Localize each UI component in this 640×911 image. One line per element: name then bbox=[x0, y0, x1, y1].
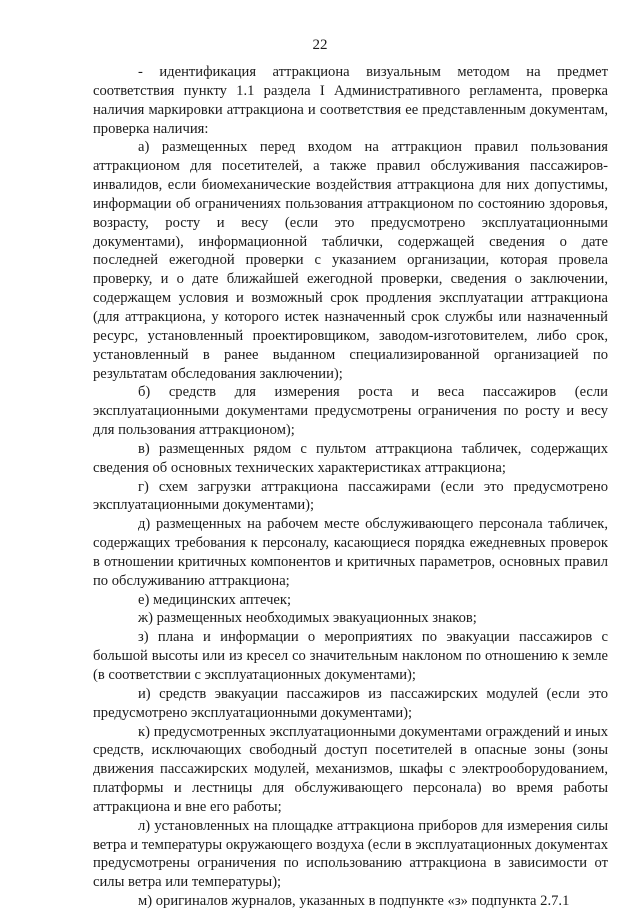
paragraph-item-e: е) медицинских аптечек; bbox=[138, 591, 292, 608]
paragraph-item-m: м) оригиналов журналов, указанных в подпункте «з» подпункта 2.7.1 bbox=[138, 893, 570, 910]
paragraph-item-l: л) установленных на площадке аттракциона приборов для измерения силы ветра и температуры окружающего воздуха (если в эксплуатационных документах предусмотрены ограничения по использованию аттракциона в зависимости от силы ветра или температуры); bbox=[93, 817, 608, 891]
paragraph-item-z: з) плана и информации о мероприятиях по эвакуации пассажиров с большой высоты или из кресел со значительным наклоном по отношению к земле (в соответствии с эксплуатационных документами); bbox=[93, 629, 608, 683]
page-number: 22 bbox=[312, 37, 328, 53]
paragraph-item-zh: ж) размещенных необходимых эвакуационных знаков; bbox=[138, 610, 477, 627]
paragraph-item-a: а) размещенных перед входом на аттракцион правил пользования аттракционом для посетителей, а также правил обслуживания пассажиров-инвалидов, если биомеханические воздействия аттракциона для них допустимы, информации об ограничениях пользования аттракционом по состоянию здоровья, возрасту, росту и весу (если это предусмотрено эксплуатационными документами), информационной таблички, содержащей сведения о дате последней ежегодной проверки с указанием организации, которая провела проверку, и о дате ближайшей ежегодной проверки, сведения о заключении, содержащем условия и возможный срок продления эксплуатации аттракциона (для аттракциона, у которого истек назначенный срок службы или назначенный ресурс, установленный проектировщиком, заводом-изготовителем, либо срок, установленный в ранее выданном специализированной организацией по результатам обследования заключении); bbox=[93, 139, 608, 382]
paragraph-item-i: и) средств эвакуации пассажиров из пассажирских модулей (если это предусмотрено эксплуатационными документами); bbox=[93, 685, 608, 721]
paragraph-item-v: в) размещенных рядом с пультом аттракциона табличек, содержащих сведения об основных технических характеристиках аттракциона; bbox=[93, 440, 608, 476]
paragraph-item-d: д) размещенных на рабочем месте обслуживающего персонала табличек, содержащих требования к персоналу, касающиеся порядка ежедневных проверок в отношении критичных компонентов и критичных параметров, основных правил по обслуживанию аттракциона; bbox=[93, 516, 608, 589]
paragraph-item-b: б) средств для измерения роста и веса пассажиров (если эксплуатационными документами предусмотрены ограничения по росту и весу для пользования аттракционом); bbox=[93, 384, 608, 439]
paragraph-identification: - идентификация аттракциона визуальным методом на предмет соответствия пункту 1.1 раздела I Административного регламента, проверка наличия маркировки аттракциона и соответствия ее представленным документам, проверка наличия: bbox=[93, 64, 608, 137]
paragraph-item-k: к) предусмотренных эксплуатационными документами ограждений и иных средств, исключающих свободный доступ посетителей в опасные зоны (зоны движения пассажирских модулей, механизмов, шкафы с электрооборудованием, платформы и лестницы для обслуживающего персонала) во время работы аттракциона и вне его работы; bbox=[93, 723, 608, 815]
paragraph-item-g: г) схем загрузки аттракциона пассажирами (если это предусмотрено эксплуатационными документами); bbox=[93, 478, 608, 514]
document-body bbox=[93, 63, 608, 911]
